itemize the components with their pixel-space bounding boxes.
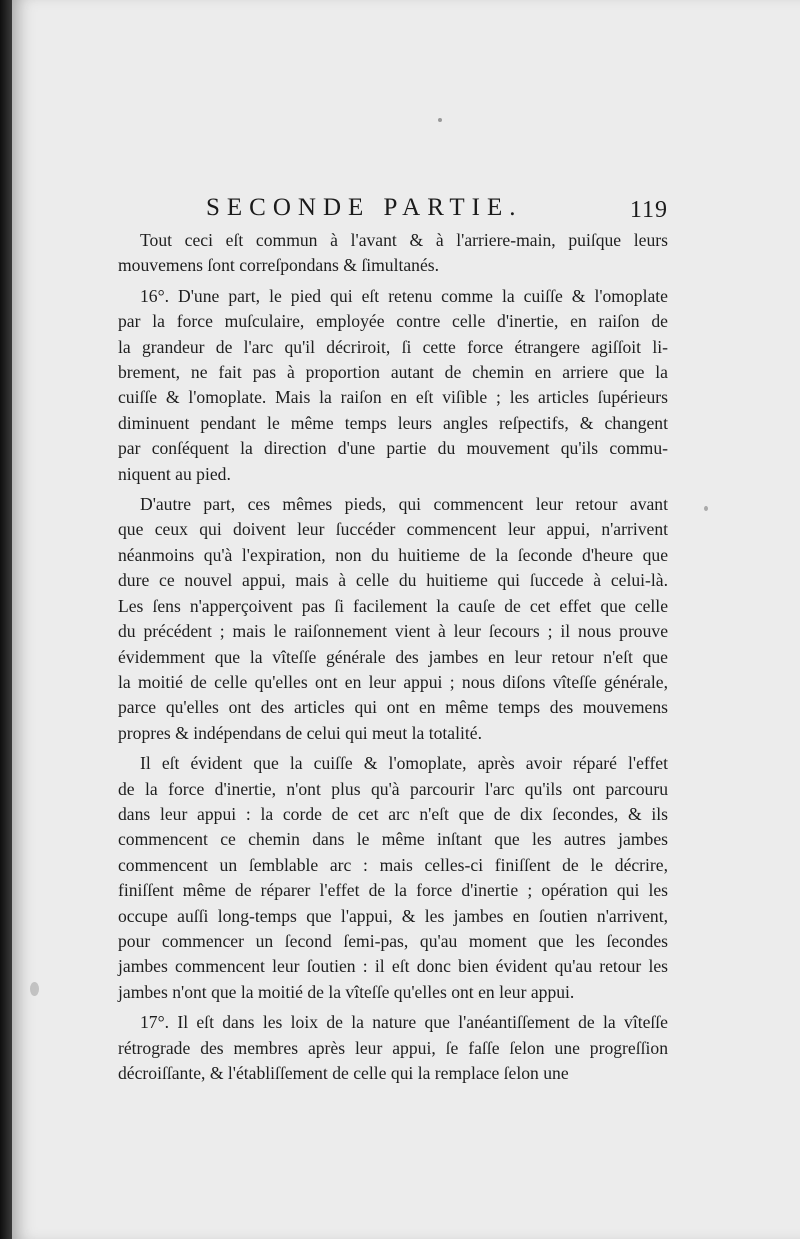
text-line: évidemment que la vîteſſe générale des jambes en leur retour n'eſt que [118, 646, 668, 667]
text-line: 16°. D'une part, le pied qui eſt retenu comme la cuiſſe & l'omoplate [140, 285, 668, 306]
text-line: rétrograde des membres après leur appui, ſe faſſe ſelon une progreſſion [118, 1037, 668, 1058]
text-line: diminuent pendant le même temps leurs angles reſpectifs, & changent [118, 412, 668, 433]
paragraph [118, 1010, 668, 1086]
paragraph [118, 228, 668, 279]
running-title: SECONDE PARTIE. [206, 194, 523, 221]
text-line: jambes n'ont que la moitié de la vîteſſe qu'elles ont en leur appui. [118, 981, 575, 1002]
running-head [206, 193, 676, 227]
text-line: par conſéquent la direction d'une partie du mouvement qu'ils commu- [118, 438, 668, 459]
text-line: propres & indépendans de celui qui meut la totalité. [118, 722, 482, 743]
text-line: occupe auſſi long-temps que l'appui, & les jambes en ſoutien n'arrivent, [118, 905, 668, 926]
page-number: 119 [629, 197, 668, 223]
text-line: néanmoins qu'à l'expiration, non du huitieme de la ſeconde d'heure que [118, 544, 668, 565]
paragraph [118, 751, 668, 1005]
paper-speck [704, 506, 708, 511]
text-line: de la force d'inertie, n'ont plus qu'à parcourir l'arc qu'ils ont parcouru [118, 778, 668, 799]
text-line: la grandeur de l'arc qu'il décriroit, ſi cette force étrangere agiſſoit li- [118, 336, 668, 357]
text-line: niquent au pied. [118, 463, 231, 484]
text-line: commencent un ſemblable arc : mais celles-ci finiſſent de le décrire, [118, 854, 668, 875]
text-line: Les ſens n'apperçoivent pas ſi facilement la cauſe de cet effet que celle [118, 595, 668, 616]
paragraph [118, 284, 668, 487]
text-line: dans leur appui : la corde de cet arc n'eſt que de dix ſecondes, & ils [118, 803, 668, 824]
text-line: pour commencer un ſecond ſemi-pas, qu'au moment que les ſecondes [118, 930, 668, 951]
text-line: jambes commencent leur ſoutien : il eſt donc bien évident qu'au retour les [118, 956, 668, 977]
paper-speck [30, 982, 39, 996]
text-line: Tout ceci eſt commun à l'avant & à l'arriere-main, puiſque leurs [140, 230, 668, 250]
text-line: commencent ce chemin dans le même inſtant que les autres jambes [118, 829, 668, 850]
text-line: cuiſſe & l'omoplate. Mais la raiſon en eſt viſible ; les articles ſupérieurs [118, 387, 668, 408]
text-line: décroiſſante, & l'établiſſement de celle qui la remplace ſelon une [118, 1063, 569, 1083]
paper-speck [438, 118, 442, 122]
text-line: brement, ne fait pas à proportion autant de chemin en arriere que la [118, 362, 668, 383]
text-line: du précédent ; mais le raiſonnement vient à leur ſecours ; il nous prouve [118, 621, 668, 642]
text-line: D'autre part, ces mêmes pieds, qui commencent leur retour avant [140, 494, 668, 515]
text-line: la moitié de celle qu'elles ont en leur appui ; nous diſons vîteſſe générale, [118, 671, 668, 692]
text-line: que ceux qui doivent leur ſuccéder commencent leur appui, n'arrivent [118, 519, 668, 540]
text-line: mouvemens ſont correſpondans & ſimultanés. [118, 255, 440, 276]
paragraph [118, 492, 668, 746]
text-line: finiſſent même de réparer l'effet de la force d'inertie ; opération qui les [118, 880, 668, 901]
text-line: dure ce nouvel appui, mais à celle du huitieme qui ſuccede à celui-là. [118, 570, 668, 591]
text-line: Il eſt évident que la cuiſſe & l'omoplate, après avoir réparé l'effet [140, 753, 668, 774]
text-line: parce qu'elles ont des articles qui ont en même temps des mouvemens [118, 697, 668, 718]
body-text [118, 228, 668, 1091]
text-line: 17°. Il eſt dans les loix de la nature que l'anéantiſſement de la vîteſſe [140, 1012, 668, 1033]
binding-gutter [0, 0, 12, 1239]
text-line: par la force muſculaire, employée contre celle d'inertie, en raiſon de [118, 311, 668, 332]
